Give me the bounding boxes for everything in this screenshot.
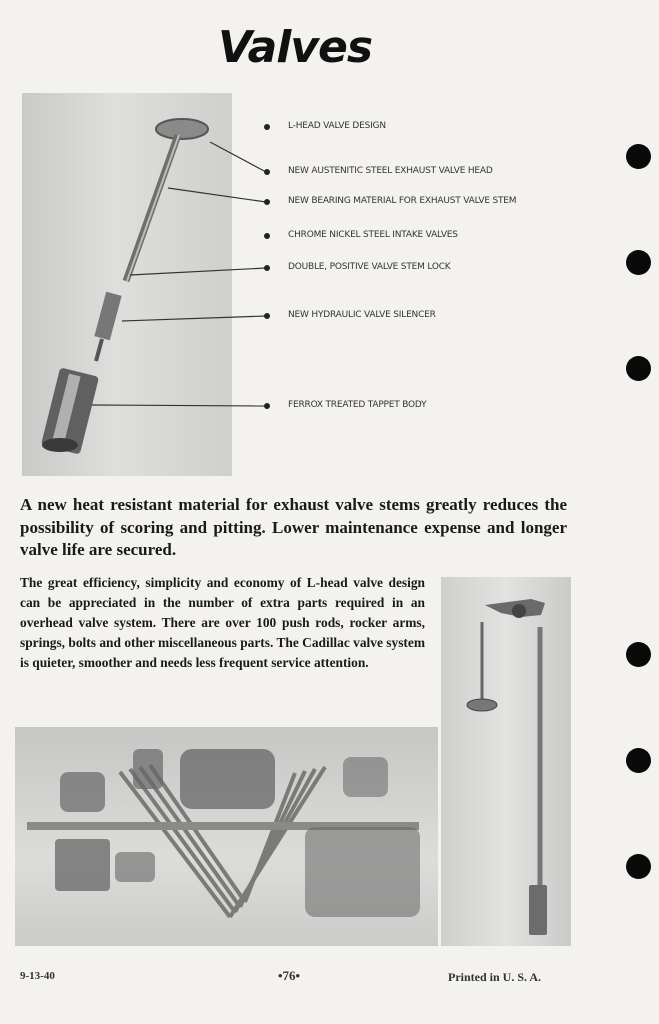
binder-hole bbox=[626, 356, 651, 381]
valve-parts-photo bbox=[15, 727, 438, 946]
binder-hole bbox=[626, 642, 651, 667]
bullet-icon bbox=[264, 199, 270, 205]
callout-label: NEW BEARING MATERIAL FOR EXHAUST VALVE STEM bbox=[288, 196, 517, 206]
callout-label: CHROME NICKEL STEEL INTAKE VALVES bbox=[288, 230, 458, 240]
bullet-icon bbox=[264, 233, 270, 239]
page-title: Valves bbox=[217, 22, 373, 73]
binder-hole bbox=[626, 854, 651, 879]
callout-label: FERROX TREATED TAPPET BODY bbox=[288, 400, 427, 410]
footer-date: 9-13-40 bbox=[20, 970, 55, 982]
callout-label: L-HEAD VALVE DESIGN bbox=[288, 121, 386, 131]
overhead-valve-photo bbox=[441, 577, 571, 946]
binder-hole bbox=[626, 748, 651, 773]
callout-label: NEW AUSTENITIC STEEL EXHAUST VALVE HEAD bbox=[288, 166, 493, 176]
binder-hole bbox=[626, 144, 651, 169]
callout-label: NEW HYDRAULIC VALVE SILENCER bbox=[288, 310, 436, 320]
callout-label: DOUBLE, POSITIVE VALVE STEM LOCK bbox=[288, 262, 451, 272]
body-paragraph: The great efficiency, simplicity and economy of L-head valve design can be appreciated in the number of extra parts required in an overhead valve system. There are over 100 push rods, rocker arms, springs, bolts and other miscellaneous parts. The Cadillac valve system is quieter, smoother and needs less frequent service attention. bbox=[20, 575, 425, 670]
footer-page-number: •76• bbox=[278, 968, 301, 983]
bullet-icon bbox=[264, 124, 270, 130]
bullet-icon bbox=[264, 265, 270, 271]
bullet-icon bbox=[264, 403, 270, 409]
bullet-icon bbox=[264, 169, 270, 175]
bullet-icon bbox=[264, 313, 270, 319]
lead-paragraph: A new heat resistant material for exhaust valve stems greatly reduces the possibility of scoring and pitting. Lower maintenance expense and longer valve life are secured. bbox=[20, 495, 567, 559]
footer-printed-in: Printed in U. S. A. bbox=[448, 970, 542, 984]
binder-hole bbox=[626, 250, 651, 275]
